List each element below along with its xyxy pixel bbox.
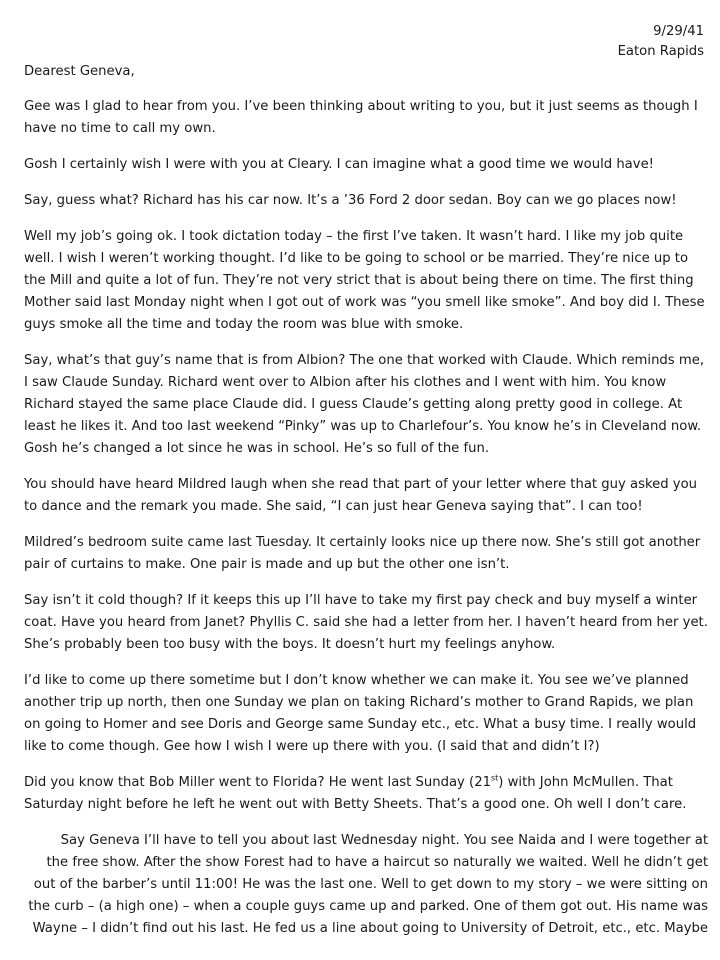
dateline bbox=[618, 22, 704, 62]
paragraph-5: Say, what’s that guy’s name that is from Albion? The one that worked with Claude. Which reminds me, I saw Claude Sunday. Richard went over to Albion after his clothes and I went with him. You know Richard stayed the same place Claude did. I guess Claude’s getting along pretty good in college. At least he likes it. And too last weekend “Pinky” was up to Charlefour’s. You know he’s in Cleveland now. Gosh he’s changed a lot since he was in school. He’s so full of the fun. bbox=[24, 353, 705, 456]
paragraph-3: Say, guess what? Richard has his car now. It’s a ’36 Ford 2 door sedan. Boy can we go places now! bbox=[24, 193, 677, 208]
paragraph-9: I’d like to come up there sometime but I don’t know whether we can make it. You see we’ve planned another trip up north, then one Sunday we plan on taking Richard’s mother to Grand Rapids, we plan on going to Homer and see Doris and George same Sunday etc., etc. What a busy time. I really would like to come though. Gee how I wish I were up there with you. (I said that and didn’t I?) bbox=[24, 673, 697, 754]
salutation: Dearest Geneva, bbox=[24, 64, 135, 79]
paragraph-4: Well my job’s going ok. I took dictation today – the first I’ve taken. It wasn’t hard. I like my job quite well. I wish I weren’t working thought. I’d like to be going to school or be married. They’re nice up to the Mill and quite a lot of fun. They’re not very strict that is about being there on time. The first thing Mother said last Monday night when I got out of work was “you smell like smoke”. And boy did I. These guys smoke all the time and today the room was blue with smoke. bbox=[24, 229, 705, 332]
florida-text-end: ) with John McMullen. That Saturday night before he left he went out with Betty Sheets. That’s a good one. Oh well I don’t care. bbox=[24, 775, 687, 812]
paragraph-final: Say Geneva I’ll have to tell you about last Wednesday night. You see Naida and I were together at the free show. After the show Forest had to have a haircut so naturally we waited. Well he didn’t get out of the barber’s until 11:00! He was the last one. Well to get down to my story – we were sitting on the curb – (a high one) – when a couple guys came up and parked. One of them got out. His name was Wayne – I didn’t find out his last. He fed us a line about going to University of Detroit, etc., etc. Maybe bbox=[28, 833, 708, 936]
paragraph-2: Gosh I certainly wish I were with you at Cleary. I can imagine what a good time we would have! bbox=[24, 157, 654, 172]
paragraph-1: Gee was I glad to hear from you. I’ve been thinking about writing to you, but it just seems as though I have no time to call my own. bbox=[24, 99, 698, 136]
paragraph-7: Mildred’s bedroom suite came last Tuesday. It certainly looks nice up there now. She’s still got another pair of curtains to make. One pair is made and up but the other one isn’t. bbox=[24, 535, 701, 572]
paragraph-florida bbox=[24, 772, 708, 816]
letter-body bbox=[24, 96, 708, 954]
florida-text-start: Did you know that Bob Miller went to Florida? He went last Sunday (21 bbox=[24, 775, 491, 790]
paragraph-6: You should have heard Mildred laugh when she read that part of your letter where that guy asked you to dance and the remark you made. She said, “I can just hear Geneva saying that”. I can too! bbox=[24, 477, 698, 514]
ordinal-suffix: st bbox=[490, 773, 499, 783]
letter-date: 9/29/41 bbox=[653, 24, 704, 39]
paragraph-8: Say isn’t it cold though? If it keeps this up I’ll have to take my first pay check and buy myself a winter coat. Have you heard from Janet? Phyllis C. said she had a letter from her. I haven’t heard from her yet. She’s probably been too busy with the boys. It doesn’t hurt my feelings anyhow. bbox=[24, 593, 708, 652]
letter-place: Eaton Rapids bbox=[617, 44, 704, 59]
